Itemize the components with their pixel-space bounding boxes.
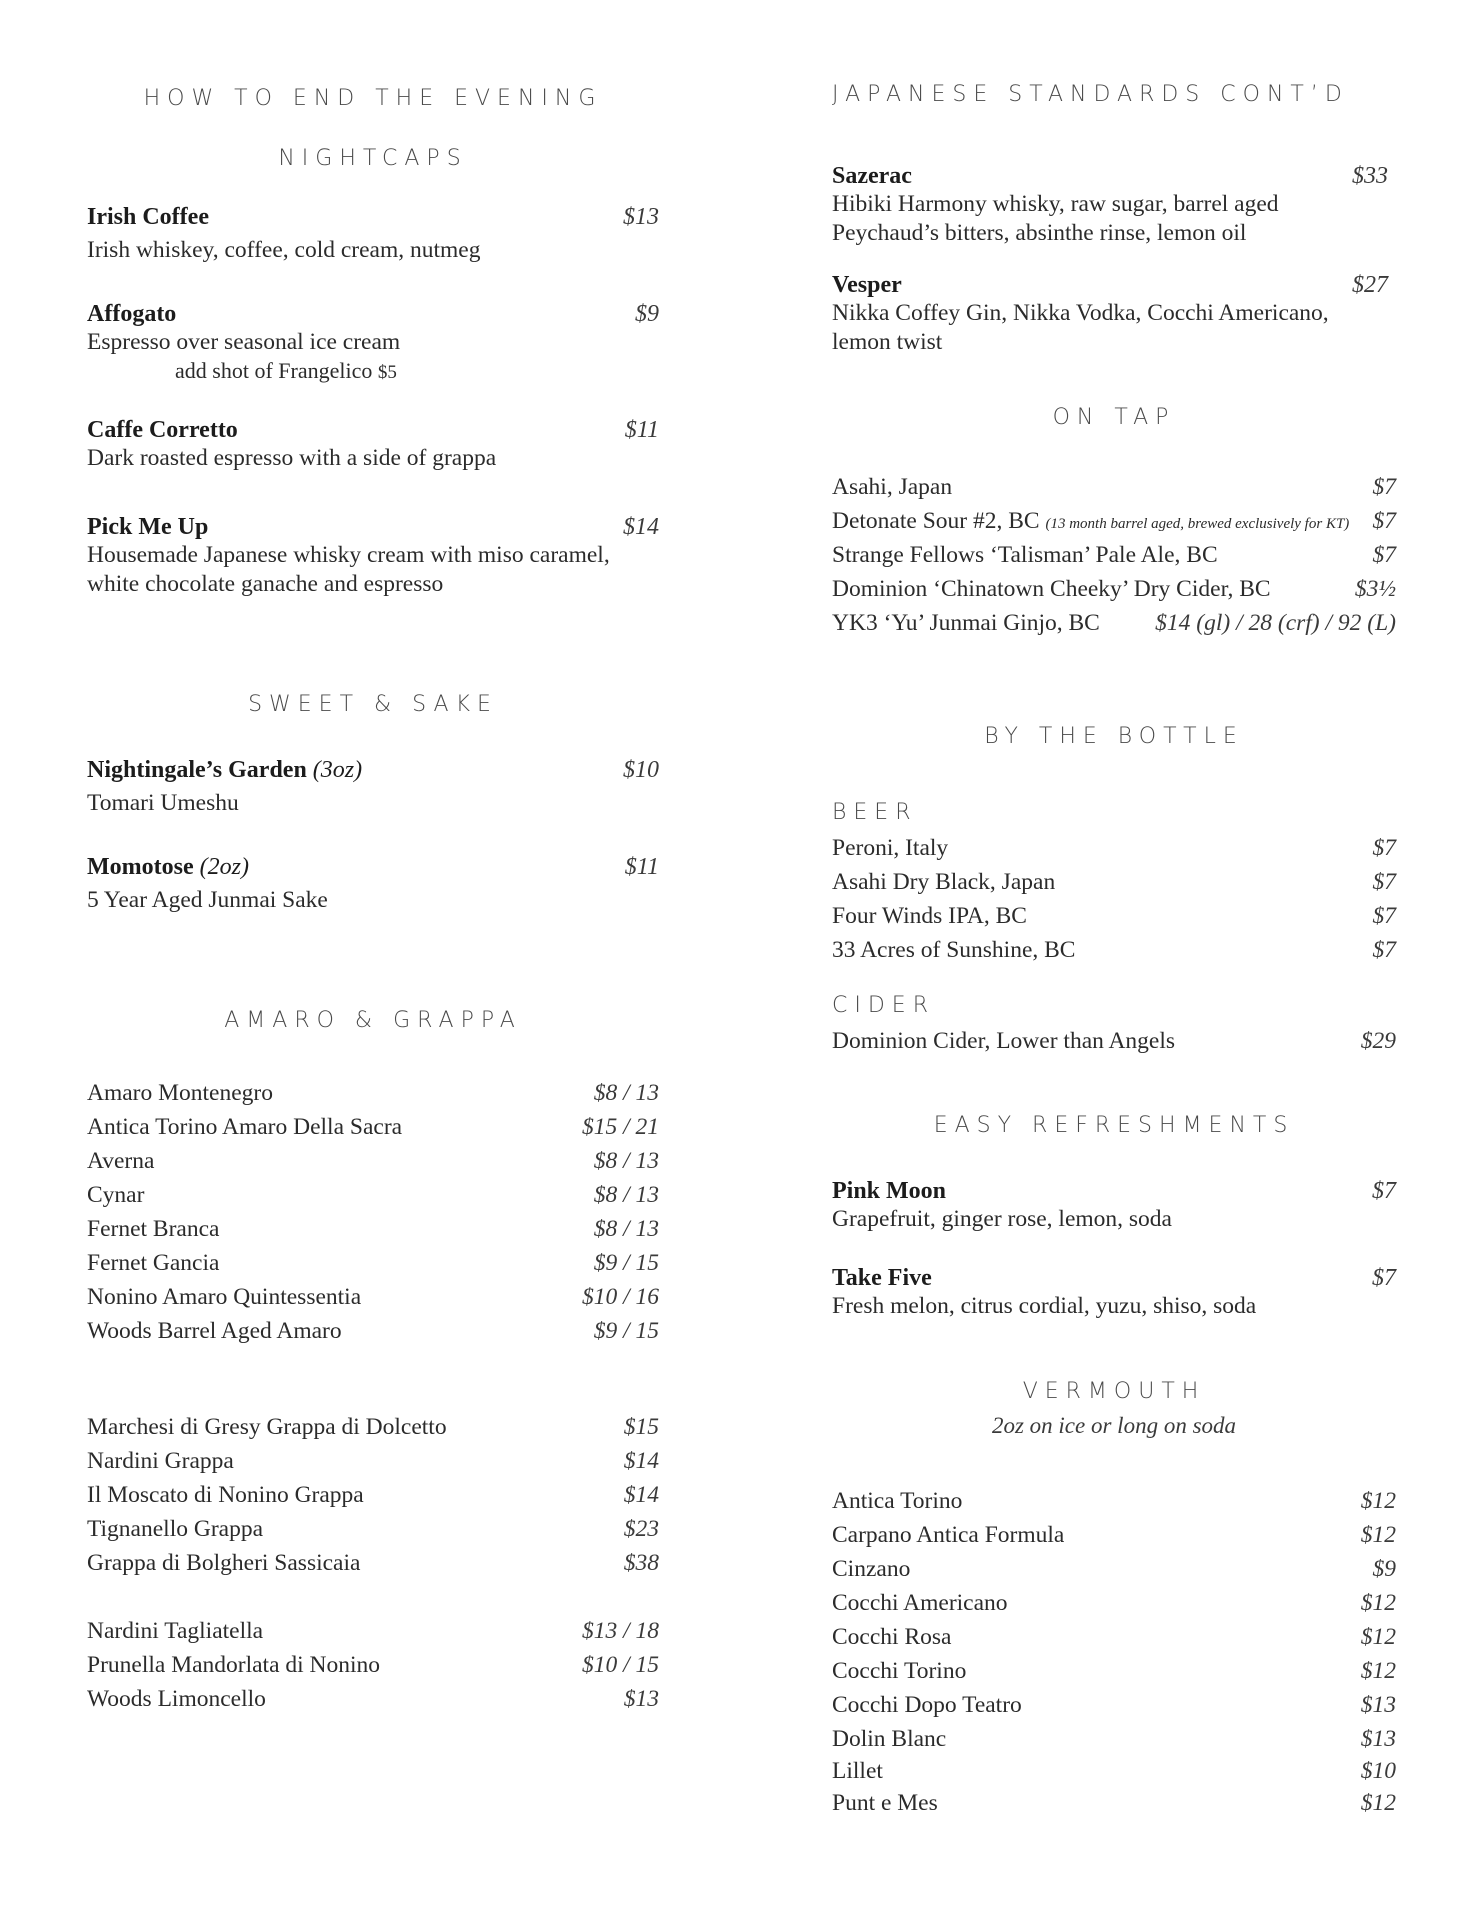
list-item: 33 Acres of Sunshine, BC $7 xyxy=(832,937,1396,963)
section-heading-by-the-bottle: BY THE BOTTLE xyxy=(984,724,1244,749)
item-name: Caffe Corretto xyxy=(87,417,238,443)
list-item: Cocchi Americano $12 xyxy=(832,1590,1396,1616)
list-item: Cocchi Dopo Teatro $13 xyxy=(832,1692,1396,1718)
item-description: 5 Year Aged Junmai Sake xyxy=(87,887,328,913)
list-item: Dominion Cider, Lower than Angels $29 xyxy=(832,1028,1396,1054)
section-heading-nightcaps: NIGHTCAPS xyxy=(278,146,468,171)
item-name: Sazerac xyxy=(832,163,912,189)
list-item: Nonino Amaro Quintessentia $10 / 16 xyxy=(87,1284,659,1310)
addon-price: $5 xyxy=(377,362,397,383)
list-item: Nardini Tagliatella $13 / 18 xyxy=(87,1618,659,1644)
item-description: white chocolate ganache and espresso xyxy=(87,571,444,597)
list-item: Detonate Sour #2, BC (13 month barrel aged, brewed exclusively for KT) $7 xyxy=(832,508,1396,534)
menu-item xyxy=(832,271,1396,357)
list-item: YK3 ‘Yu’ Junmai Ginjo, BC $14 (gl) / 28 (crf) / 92 (L) xyxy=(832,610,1396,636)
item-price: $27 xyxy=(1352,272,1388,298)
item-price: $11 xyxy=(624,854,659,880)
item-description: Grapefruit, ginger rose, lemon, soda xyxy=(832,1206,1172,1232)
item-addon xyxy=(87,357,659,387)
list-item: Nardini Grappa $14 xyxy=(87,1448,659,1474)
list-item: Cocchi Rosa $12 xyxy=(832,1624,1396,1650)
subheading-beer: BEER xyxy=(832,800,918,825)
list-item: Woods Limoncello $13 xyxy=(87,1686,659,1712)
list-item: Cocchi Torino $12 xyxy=(832,1658,1396,1684)
list-item: Strange Fellows ‘Talisman’ Pale Ale, BC $7 xyxy=(832,542,1396,568)
menu-item xyxy=(832,162,1396,248)
menu-item xyxy=(87,300,659,387)
menu-item xyxy=(87,203,659,265)
item-price: $7 xyxy=(1372,1265,1396,1291)
item-name: Pink Moon xyxy=(832,1178,947,1204)
list-item: Peroni, Italy $7 xyxy=(832,835,1396,861)
menu-item xyxy=(87,853,659,915)
item-description: Espresso over seasonal ice cream xyxy=(87,329,401,355)
list-item: Carpano Antica Formula $12 xyxy=(832,1522,1396,1548)
item-description: Nikka Coffey Gin, Nikka Vodka, Cocchi Americano, xyxy=(832,300,1329,326)
list-item: Four Winds IPA, BC $7 xyxy=(832,903,1396,929)
item-name: Affogato xyxy=(87,301,177,327)
list-item: Amaro Montenegro $8 / 13 xyxy=(87,1080,659,1106)
item-description: Dark roasted espresso with a side of grappa xyxy=(87,445,497,471)
list-item: Tignanello Grappa $23 xyxy=(87,1516,659,1542)
item-name: Take Five xyxy=(832,1265,932,1291)
item-name: Momotose (2oz) xyxy=(87,854,249,880)
item-name: Nightingale’s Garden (3oz) xyxy=(87,757,363,783)
section-heading-easy-refreshments: EASY REFRESHMENTS xyxy=(933,1113,1295,1138)
list-item: Fernet Gancia $9 / 15 xyxy=(87,1250,659,1276)
menu-item xyxy=(87,416,659,473)
list-item: Fernet Branca $8 / 13 xyxy=(87,1216,659,1242)
item-description: lemon twist xyxy=(832,329,943,355)
menu-item xyxy=(832,1264,1396,1321)
list-item: Asahi, Japan $7 xyxy=(832,474,1396,500)
list-item: Grappa di Bolgheri Sassicaia $38 xyxy=(87,1550,659,1576)
list-item: Prunella Mandorlata di Nonino $10 / 15 xyxy=(87,1652,659,1678)
list-item: Marchesi di Gresy Grappa di Dolcetto $15 xyxy=(87,1414,659,1440)
item-price: $33 xyxy=(1352,163,1388,189)
item-description: Irish whiskey, coffee, cold cream, nutmeg xyxy=(87,237,481,263)
addon-text: add shot of Frangelico xyxy=(175,358,373,383)
item-description: Fresh melon, citrus cordial, yuzu, shiso, soda xyxy=(832,1293,1257,1319)
item-name: Irish Coffee xyxy=(87,204,209,230)
page-title: HOW TO END THE EVENING xyxy=(143,86,603,111)
item-price: $11 xyxy=(624,417,659,443)
menu-item xyxy=(832,1177,1396,1234)
list-item: Cinzano $9 xyxy=(832,1556,1396,1582)
item-description: Hibiki Harmony whisky, raw sugar, barrel aged xyxy=(832,191,1279,217)
list-item: Il Moscato di Nonino Grappa $14 xyxy=(87,1482,659,1508)
menu-item xyxy=(87,513,659,599)
list-item: Antica Torino $12 xyxy=(832,1488,1396,1514)
item-price: $10 xyxy=(623,757,659,783)
subheading-cider: CIDER xyxy=(832,993,935,1018)
item-description: Peychaud’s bitters, absinthe rinse, lemon oil xyxy=(832,220,1247,246)
section-subheading: 2oz on ice or long on soda xyxy=(991,1413,1237,1438)
list-item: Dominion ‘Chinatown Cheeky’ Dry Cider, BC $3½ xyxy=(832,576,1396,602)
list-item: Punt e Mes $12 xyxy=(832,1790,1396,1816)
list-item: Antica Torino Amaro Della Sacra $15 / 21 xyxy=(87,1114,659,1140)
list-item: Woods Barrel Aged Amaro $9 / 15 xyxy=(87,1318,659,1344)
menu-item xyxy=(87,756,659,818)
section-heading-sweet-sake: SWEET & SAKE xyxy=(248,692,498,717)
list-item: Lillet $10 xyxy=(832,1758,1396,1784)
item-price: $7 xyxy=(1372,1178,1396,1204)
item-description: Housemade Japanese whisky cream with miso caramel, xyxy=(87,542,610,568)
section-heading-on-tap: ON TAP xyxy=(1052,405,1176,430)
list-item: Cynar $8 / 13 xyxy=(87,1182,659,1208)
item-name: Pick Me Up xyxy=(87,514,209,540)
item-description: Tomari Umeshu xyxy=(87,790,239,816)
item-price: $13 xyxy=(623,204,659,230)
list-item: Dolin Blanc $13 xyxy=(832,1726,1396,1752)
item-name: Vesper xyxy=(832,272,902,298)
section-heading-vermouth: VERMOUTH xyxy=(1022,1379,1206,1404)
section-heading-japanese-standards: JAPANESE STANDARDS CONT’D xyxy=(832,82,1349,107)
list-item: Asahi Dry Black, Japan $7 xyxy=(832,869,1396,895)
item-price: $9 xyxy=(635,301,659,327)
item-price: $14 xyxy=(623,514,659,540)
list-item: Averna $8 / 13 xyxy=(87,1148,659,1174)
section-heading-amaro-grappa: AMARO & GRAPPA xyxy=(224,1008,522,1033)
